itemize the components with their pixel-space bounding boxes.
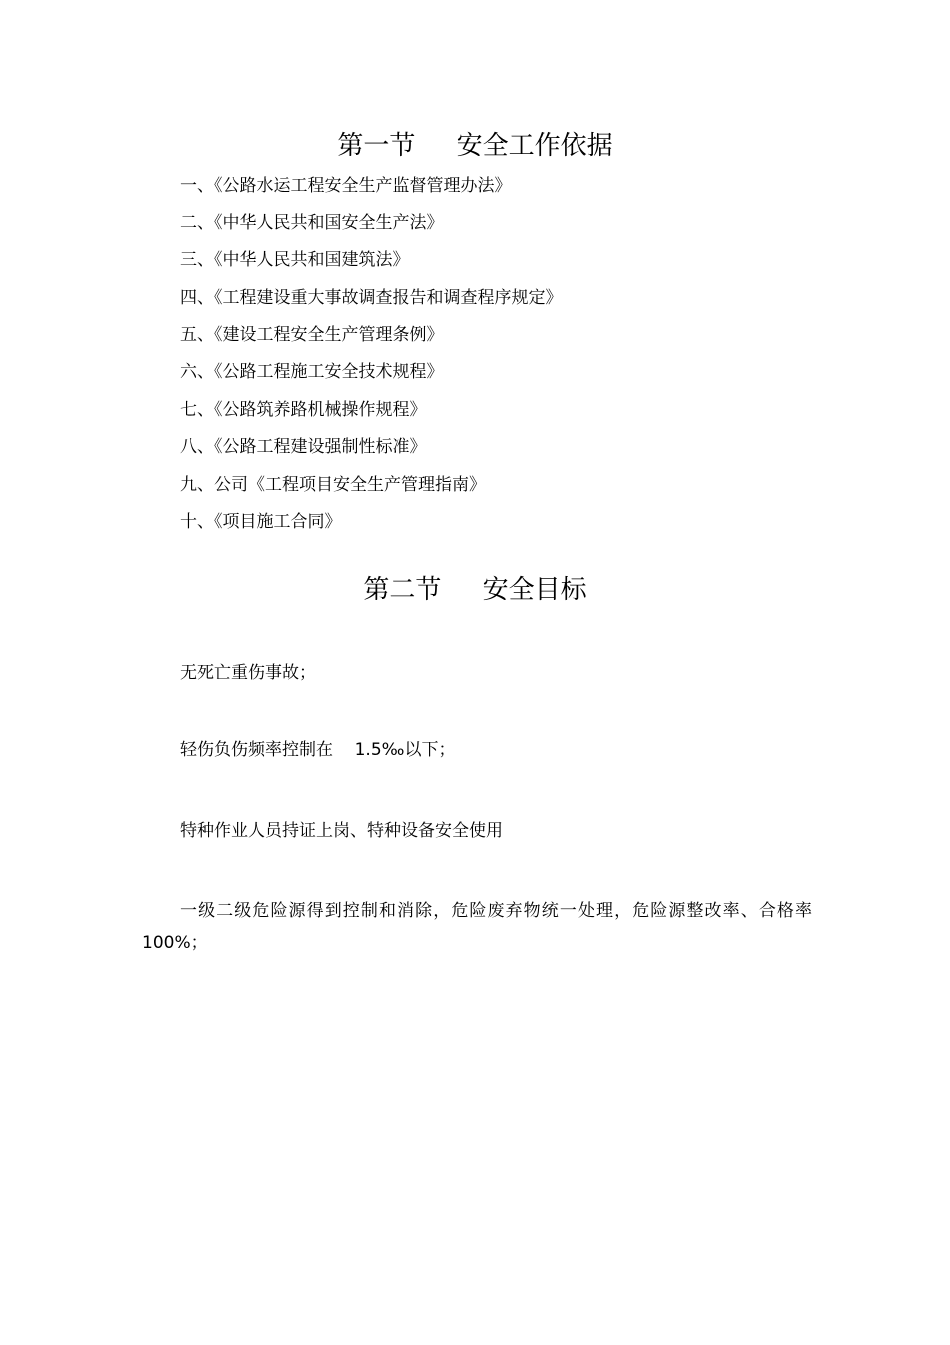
goal-3: 特种作业人员持证上岗、特种设备安全使用 [180,821,503,841]
basis-item-1: 一、《公路水运工程安全生产监督管理办法》 [180,176,512,196]
goal-4: 一级二级危险源得到控制和消除，危险废弃物统一处理，危险源整改率、合格率100%； [142,901,812,953]
section-2-heading: 第二节 安全目标 [363,575,587,605]
basis-item-8: 八、《公路工程建设强制性标准》 [180,437,427,457]
basis-item-9: 九、公司《工程项目安全生产管理指南》 [180,475,486,495]
basis-item-5: 五、《建设工程安全生产管理条例》 [180,325,444,345]
goal-2: 轻伤负伤频率控制在 1.5‰以下； [180,740,456,760]
basis-item-6: 六、《公路工程施工安全技术规程》 [180,362,444,382]
basis-item-7: 七、《公路筑养路机械操作规程》 [180,400,427,420]
basis-item-4: 四、《工程建设重大事故调查报告和调查程序规定》 [180,288,563,308]
basis-item-2: 二、《中华人民共和国安全生产法》 [180,213,444,233]
goal-1: 无死亡重伤事故； [180,663,316,683]
basis-item-10: 十、《项目施工合同》 [180,512,342,532]
section-1-heading: 第一节 安全工作依据 [337,131,613,161]
basis-item-3: 三、《中华人民共和国建筑法》 [180,250,410,270]
